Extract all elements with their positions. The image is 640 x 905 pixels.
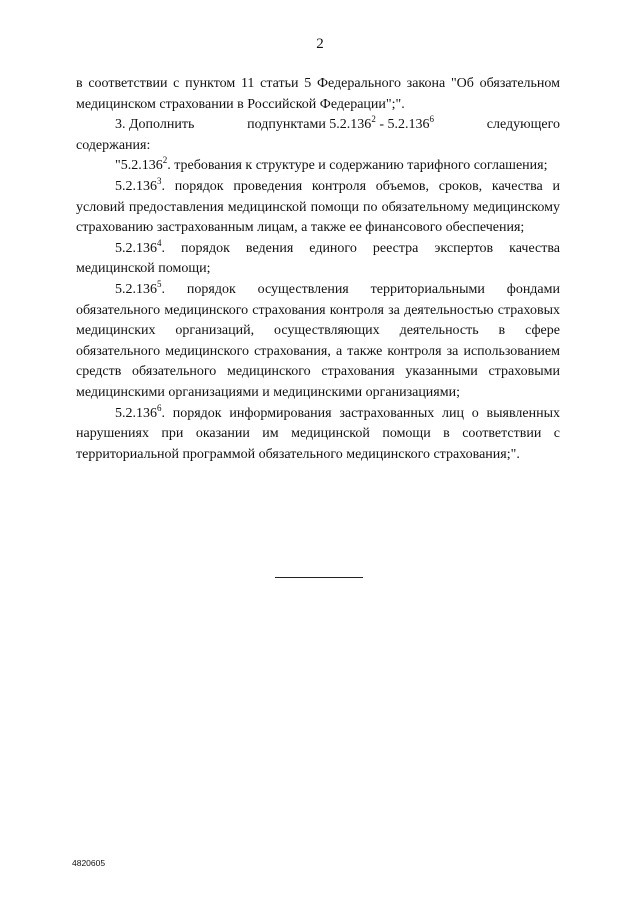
subitem-2: "5.2.136$^2$. требования к структуре и содержанию тарифного соглашения; <box>115 155 548 174</box>
subitem-3: 5.2.136$^3$. порядок проведения контроля объемов, сроков, качества и условий предоставления медицинской помощи по обязательному медицинскому страхованию застрахованным лицам, а также ее финансового обеспечения; <box>76 175 560 236</box>
document-body <box>76 74 560 465</box>
item-3-word: следующего <box>486 117 560 133</box>
item-3-label: 3. Дополнить <box>115 117 195 133</box>
subitem-6: 5.2.136$^6$. порядок информирования застрахованных лиц о выявленных нарушениях при оказании им медицинской помощи в соответствии с территориальной программой обязательного медицинского страхования;". <box>76 402 560 462</box>
intro-paragraph: в соответствии с пунктом 11 статьи 5 Федерального закона "Об обязательном медицинском страховании в Российской Федерации";". <box>76 76 560 112</box>
subitem-5: 5.2.136$^5$. порядок осуществления территориальными фондами обязательного медицинского страхования контроля за деятельностью страховых медицинских организаций, осуществляющих деятельность в сфере обязательного медицинского страхования, а также контроля за использованием средств обязательного медицинского страхования указанными страховыми медицинскими организациями и медицинскими организациями; <box>76 278 560 400</box>
page-number: 2 <box>316 36 324 52</box>
item-3-tail: содержания: <box>76 137 151 153</box>
item-3-range: подпунктами 5.2.136$^2$ - 5.2.136$^6$ <box>247 114 434 133</box>
document-code: 4820605 <box>72 858 106 868</box>
item-3-line <box>115 115 560 136</box>
subitem-4: 5.2.136$^4$. порядок ведения единого реестра экспертов качества медицинской помощи; <box>76 237 560 277</box>
closing-divider <box>275 577 363 578</box>
